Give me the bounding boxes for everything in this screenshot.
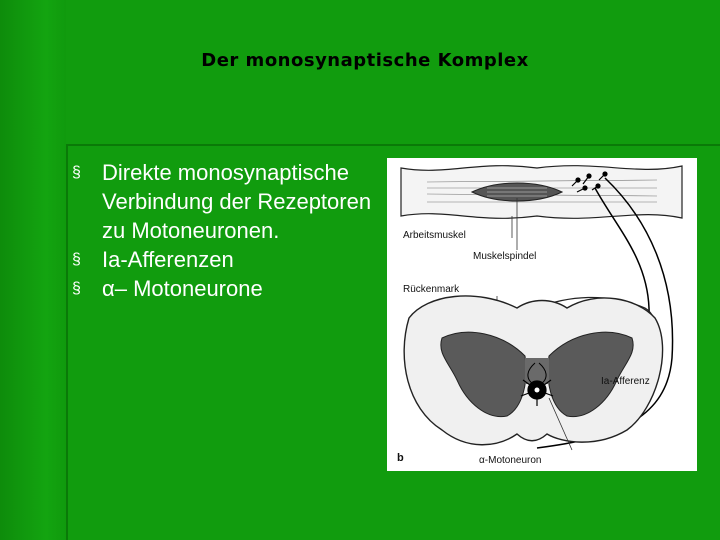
reflex-diagram bbox=[387, 158, 697, 471]
bullet-marker-icon: § bbox=[72, 164, 81, 181]
left-decoration-band bbox=[0, 0, 66, 540]
bullet-item bbox=[72, 158, 372, 245]
bullet-item bbox=[72, 245, 372, 274]
bullet-text: α– Motoneurone bbox=[102, 276, 263, 301]
label-rueckenmark: Rückenmark bbox=[403, 284, 460, 295]
label-alpha-motoneuron: α-Motoneuron bbox=[479, 455, 542, 466]
decoration-vertical-line bbox=[66, 146, 68, 540]
label-arbeitsmuskel: Arbeitsmuskel bbox=[403, 230, 466, 241]
bullet-marker-icon: § bbox=[72, 251, 81, 268]
label-panel: b bbox=[397, 452, 404, 464]
bullet-text: Direkte monosynaptische Verbindung der Rezeptoren zu Motoneuronen. bbox=[102, 160, 372, 243]
decoration-horizontal-line bbox=[66, 144, 720, 146]
bullet-item bbox=[72, 274, 372, 303]
slide-title: Der monosynaptische Komplex bbox=[201, 50, 529, 71]
bullet-text: Ia-Afferenzen bbox=[102, 247, 234, 272]
label-ia-afferenz: Ia-Afferenz bbox=[601, 376, 650, 387]
reflex-arc-figure bbox=[387, 158, 697, 471]
label-muskelspindel: Muskelspindel bbox=[473, 251, 537, 262]
bullet-list bbox=[72, 158, 372, 303]
bullet-marker-icon: § bbox=[72, 280, 81, 297]
